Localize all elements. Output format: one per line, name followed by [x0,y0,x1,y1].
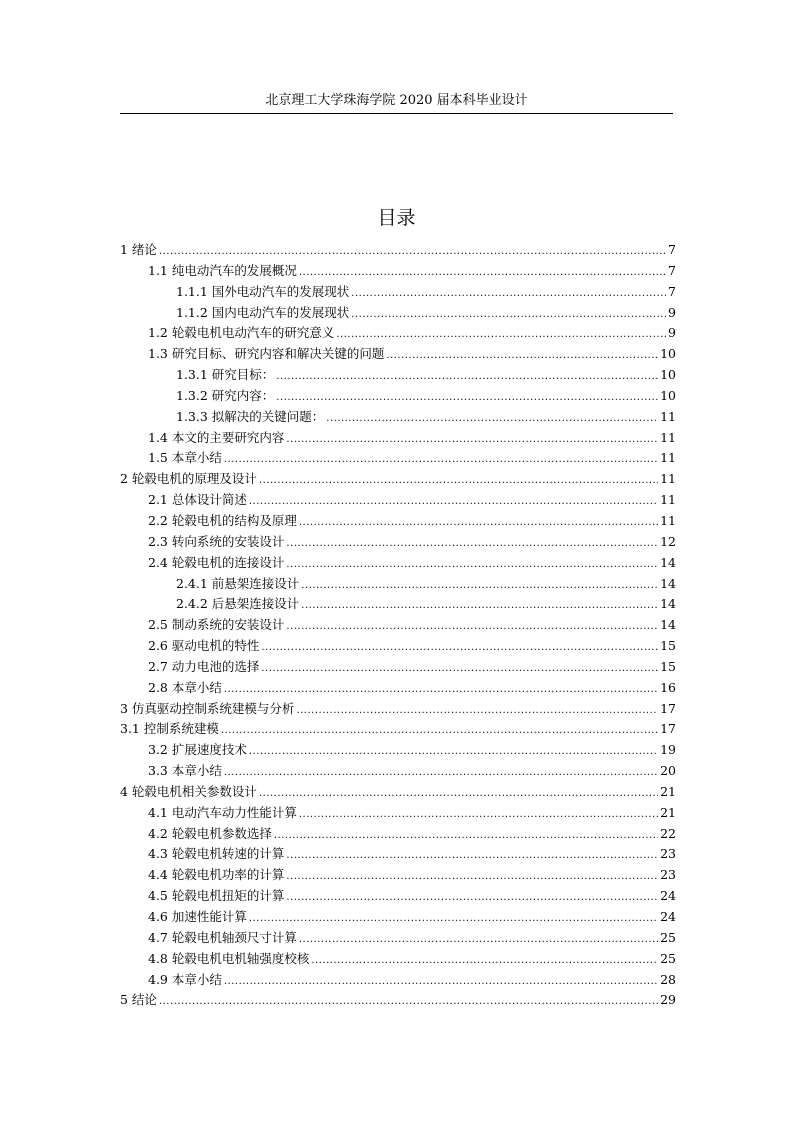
toc-entry-page: 10 [660,367,676,383]
toc-entry-page: 24 [660,888,676,904]
toc-entry[interactable] [120,574,676,595]
toc-dot-leader [249,909,658,930]
toc-entry-page: 14 [660,617,676,633]
toc-dot-leader [159,992,658,1013]
toc-entry-page: 17 [660,721,676,737]
toc-entry-page: 21 [660,804,676,820]
toc-entry-page: 10 [660,346,676,362]
toc-dot-leader [276,388,658,409]
toc-dot-leader [224,450,658,471]
toc-dot-leader [386,346,658,367]
toc-entry-title: 2.4.1 前悬架连接设计 [176,575,300,591]
toc-dot-leader [249,492,658,513]
toc-entry[interactable] [120,803,676,824]
toc-entry[interactable] [120,657,676,678]
toc-entry-title: 4.6 加速性能计算 [148,909,247,924]
toc-entry-title: 2.3 转向系统的安装设计 [148,533,285,549]
toc-dot-leader [299,513,658,534]
toc-entry-page: 11 [660,492,676,508]
toc-entry[interactable] [120,907,676,928]
toc-entry[interactable] [120,553,676,574]
toc-entry-page: 11 [660,450,676,466]
toc-dot-leader [311,951,658,972]
toc-entry[interactable] [120,511,676,532]
toc-dot-leader [224,680,658,701]
toc-dot-leader [274,826,658,847]
toc-dot-leader [299,263,666,284]
toc-dot-leader [224,972,658,993]
toc-entry-title: 1.3.3 拟解决的关键问题： [176,408,325,424]
toc-entry-title: 2.6 驱动电机的特性 [148,638,260,654]
toc-dot-leader [326,409,658,430]
toc-entry[interactable] [120,386,676,407]
toc-entry-title: 1 绪论 [120,242,157,257]
toc-dot-leader [286,846,658,867]
toc-entry-title: 2.1 总体设计简述 [148,492,247,508]
toc-dot-leader [261,638,658,659]
toc-entry[interactable] [120,678,676,699]
toc-dot-leader [259,784,658,805]
toc-entry[interactable] [120,970,676,991]
toc-dot-leader [224,763,658,784]
toc-entry[interactable] [120,303,676,324]
toc-entry-title: 1.3.1 研究目标： [176,367,275,383]
toc-entry-title: 1.1.2 国内电动汽车的发展现状 [176,304,350,320]
toc-entry[interactable] [120,615,676,636]
toc-entry-title: 3.1 控制系统建模 [120,721,219,737]
toc-entry[interactable] [120,719,676,740]
toc-entry[interactable] [120,949,676,970]
toc-entry[interactable] [120,782,676,803]
toc-entry-page: 10 [660,387,676,403]
toc-entry[interactable] [120,532,676,553]
toc-entry[interactable] [120,261,676,282]
toc-entry-page: 7 [668,262,676,278]
toc-entry-title: 4.7 轮毂电机轴颈尺寸计算 [148,929,297,945]
toc-entry-page: 25 [660,950,676,966]
toc-dot-leader [299,805,658,826]
toc-dot-leader [301,596,658,617]
toc-entry-page: 15 [660,638,676,654]
toc-entry-title: 2.2 轮毂电机的结构及原理 [148,512,297,528]
toc-entry[interactable] [120,469,676,490]
toc-entry-title: 4.8 轮毂电机电机轴强度校核 [148,950,310,966]
toc-entry-title: 1.1 纯电动汽车的发展概况 [148,262,297,278]
toc-entry-page: 14 [660,596,676,612]
toc-entry-page: 11 [660,408,676,424]
toc-entry-title: 2.4 轮毂电机的连接设计 [148,554,285,570]
toc-entry-page: 25 [660,929,676,945]
toc-entry-title: 3.2 扩展速度技术 [148,742,247,758]
toc-entry[interactable] [120,490,676,511]
toc-entry-page: 24 [660,909,676,924]
toc-entry-page: 16 [660,679,676,695]
toc-dot-leader [286,867,658,888]
toc-entry-title: 2.5 制动系统的安装设计 [148,617,285,633]
toc-entry[interactable] [120,761,676,782]
toc-entry-title: 2 轮毂电机的原理及设计 [120,471,257,487]
page-title: 目录 [377,207,416,229]
toc-entry[interactable] [120,740,676,761]
toc-entry[interactable] [120,865,676,886]
toc-entry-page: 12 [660,533,676,549]
toc-entry-page: 7 [668,242,676,257]
toc-entry-title: 1.2 轮毂电机电动汽车的研究意义 [148,325,335,341]
toc-entry-title: 2.8 本章小结 [148,679,222,695]
toc-dot-leader [221,721,658,742]
toc-entry[interactable] [120,636,676,657]
toc-entry[interactable] [120,448,676,469]
page-header: 北京理工大学珠海学院 2020 届本科毕业设计 [265,93,528,108]
toc-entry-title: 4.2 轮毂电机参数选择 [148,825,272,841]
toc-entry-page: 9 [668,325,676,341]
toc-dot-leader [301,576,658,597]
toc-entry-title: 5 结论 [120,992,157,1008]
toc-entry-page: 29 [660,992,676,1008]
toc-dot-leader [351,305,666,326]
toc-entry[interactable] [120,323,676,344]
toc-entry[interactable] [120,428,676,449]
toc-entry[interactable] [120,344,676,365]
toc-dot-leader [286,617,658,638]
toc-entry-page: 21 [660,783,676,799]
toc-entry-title: 3.3 本章小结 [148,763,222,779]
toc-entry-title: 1.4 本文的主要研究内容 [148,429,285,445]
toc-entry[interactable] [120,240,676,261]
toc-entry-page: 7 [668,283,676,299]
toc-dot-leader [261,659,658,680]
toc-entry-page: 14 [660,554,676,570]
toc-entry-page: 9 [668,304,676,320]
toc-entry-title: 4.9 本章小结 [148,971,222,987]
toc-entry-title: 3 仿真驱动控制系统建模与分析 [120,700,295,716]
toc-entry-page: 14 [660,575,676,591]
toc-entry-title: 1.5 本章小结 [148,450,222,466]
toc-dot-leader [286,534,658,555]
toc-entry[interactable] [120,824,676,845]
toc-entry-title: 1.1.1 国外电动汽车的发展现状 [176,283,350,299]
toc-dot-leader [296,701,658,722]
toc-entry[interactable] [120,928,676,949]
toc-entry-page: 11 [660,512,676,528]
toc-dot-leader [351,284,666,305]
toc-entry-title: 2.7 动力电池的选择 [148,658,260,674]
header-divider [120,113,673,114]
toc-entry-page: 15 [660,658,676,674]
table-of-contents [120,240,676,1011]
toc-entry-page: 22 [660,825,676,841]
toc-entry[interactable] [120,407,676,428]
toc-entry-page: 20 [660,763,676,779]
toc-dot-leader [286,888,658,909]
toc-entry[interactable] [120,594,676,615]
toc-dot-leader [286,555,658,576]
toc-entry[interactable] [120,990,676,1011]
toc-dot-leader [286,430,658,451]
toc-entry-title: 4.4 轮毂电机功率的计算 [148,867,285,883]
toc-entry-page: 17 [660,700,676,716]
toc-entry[interactable] [120,365,676,386]
toc-entry-page: 23 [660,867,676,883]
toc-entry[interactable] [120,699,676,720]
toc-entry-title: 4.3 轮毂电机转速的计算 [148,846,285,862]
toc-entry-page: 11 [660,471,676,487]
toc-entry-title: 1.3 研究目标、研究内容和解决关键的问题 [148,346,385,362]
toc-dot-leader [276,367,658,388]
toc-dot-leader [249,742,658,763]
toc-entry[interactable] [120,886,676,907]
toc-dot-leader [299,930,658,951]
toc-entry-title: 4 轮毂电机相关参数设计 [120,783,257,799]
toc-entry-title: 4.1 电动汽车动力性能计算 [148,804,297,820]
toc-entry-title: 1.3.2 研究内容： [176,387,275,403]
toc-entry-page: 11 [660,429,676,445]
toc-dot-leader [159,242,666,263]
toc-entry-title: 4.5 轮毂电机扭矩的计算 [148,888,285,904]
toc-dot-leader [259,471,658,492]
toc-entry-page: 19 [660,742,676,758]
toc-dot-leader [336,325,666,346]
toc-entry-title: 2.4.2 后悬架连接设计 [176,596,300,612]
toc-entry-page: 28 [660,971,676,987]
toc-entry-page: 23 [660,846,676,862]
toc-entry[interactable] [120,844,676,865]
toc-entry[interactable] [120,282,676,303]
